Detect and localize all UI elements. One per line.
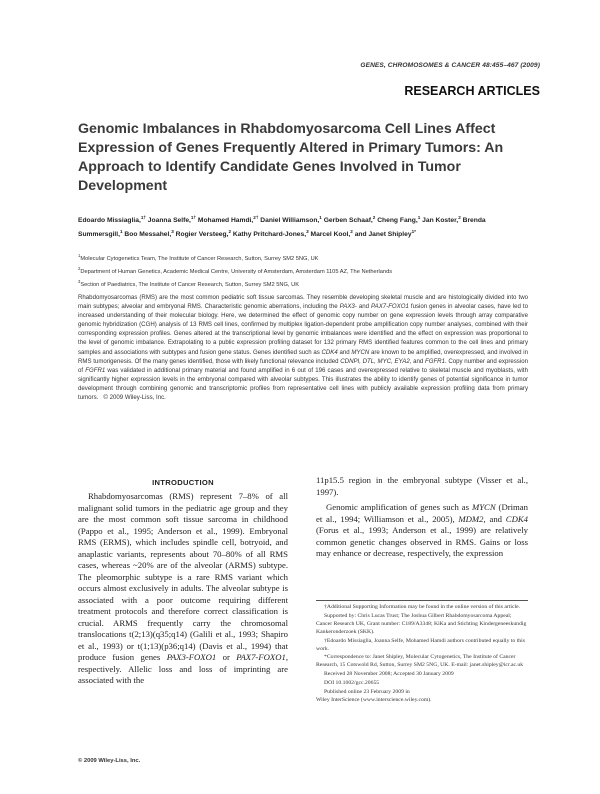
section-label: RESEARCH ARTICLES	[404, 84, 540, 98]
author: Jan Koster,$^2$	[422, 215, 461, 225]
abstract: Rhabdomyosarcomas (RMS) are the most common pediatric soft tissue sarcomas. They resemble developing skeletal muscle and are histologically divided into two main subtypes; alveolar and embryonal RMS. Characteristic genomic aberrations, including the PAX3- and PAX7-FOXO1 fusion genes in alveolar cases, have led to increased understanding of their molecular biology. Here, we determined the effect of genomic copy number on gene expression levels through array comparative genomic hybridization (CGH) analysis of 13 RMS cell lines, confirmed by multiplex ligation-dependent probe amplification copy number analyses, combined with their corresponding expression profiles. Genes altered at the transcriptional level by genomic imbalances were identified and the effect on expression was proportional to the level of genomic imbalance. Extrapolating to a public expression profiling dataset for 132 primary RMS identified features common to the cell lines and primary samples and associations with subtypes and fusion gene status. Genes identified such as CDK4 and MYCN are known to be amplified, overexpressed, and involved in RMS tumorigenesis. Of the many genes identified, those with likely functional relevance included CDNPI, DTL, MYC, EYA2, and FGFR1. Copy number and expression of FGFR1 was validated in additional primary material and found amplified in 6 out of 196 cases and overexpressed relative to skeletal muscle and myoblasts, with significantly higher expression levels in the embryonal compared with alveolar subtypes. This illustrates the ability to identify genes of potential significance in tumor development through combining genomic and transcriptomic profiles from representative cell lines with publicly available expression profiling data from primary tumors. © 2009 Wiley-Liss, Inc.	[78, 294, 529, 402]
author: Gerben Schaaf,$^2$	[323, 215, 376, 225]
author: Edoardo Missiaglia,$^{1\dagger}$	[78, 215, 146, 225]
abstract-copyright: © 2009 Wiley-Liss, Inc.	[103, 394, 166, 402]
author: Boo Messahel,$^3$	[124, 228, 174, 238]
footnote-received: Received 28 November 2008; Accepted 30 January 2009	[324, 671, 454, 678]
introduction-continued: 11p15.5 region in the embryonal subtype (Visser et al., 1997). Genomic amplification of genes such as MYCN (Driman et al., 1994; Williamson et al., 2005), MDM2, and CDK4 (Forus et al., 1993; Anderson et al., 1999) are relatively common genetic changes observed in RMS. Gains or loss may enhance or decrease, respectively, the expression	[316, 475, 528, 558]
author: Marcel Kool,$^2$	[310, 228, 353, 238]
author: Joanna Selfe,$^{1\dagger}$	[147, 215, 197, 225]
footnote-correspondence: *Correspondence to: Janet Shipley, Molecular Cytogenetics, The Institute of Cancer Research, 15 Cotswold Rd, Sutton, Surrey SM2 5NG, UK. E-mail: janet.shipley@icr.ac.uk	[316, 654, 524, 669]
footnote-equal-contribution: †Edoardo Missiaglia, Joanna Selfe, Mohamed Hamdi authors contributed equally to this work.	[316, 637, 525, 652]
footnote-funding: Supported by: Chris Lucas Trust; The Joshua Gilbert Rhabdomyosarcoma Appeal; Cancer Research UK, Grant number: C189/A3348; KiKa and Stichting Kindergeneeskundig Kankeronderzoek (SKK).	[316, 612, 527, 635]
author-list	[78, 213, 528, 240]
footnote-published: Published online 23 February 2009 in	[324, 688, 410, 695]
introduction-heading: INTRODUCTION	[152, 478, 214, 487]
author: Brenda Summersgill,$^1$	[78, 217, 486, 238]
journal-citation: GENES, CHROMOSOMES & CANCER 48:455–467 (2009)	[360, 62, 540, 69]
footnotes	[316, 603, 528, 704]
introduction-paragraph-2: Genomic amplification of genes such as MYCN (Driman et al., 1994; Williamson et al., 2005), MDM2, and CDK4 (Forus et al., 1993; Anderson et al., 1999) are relatively common genetic changes observed in RMS. Gains or loss may enhance or decrease, respectively, the expression	[316, 502, 528, 558]
footnote-published-venue: Wiley InterScience (www.interscience.wiley.com).	[316, 697, 432, 704]
author: Daniel Williamson,$^1$	[260, 215, 322, 225]
article-title: Genomic Imbalances in Rhabdomyosarcoma Cell Lines Affect Expression of Genes Frequently Altered in Primary Tumors: An Approach to Identify Candidate Genes Involved in Tumor Development	[78, 121, 504, 194]
author: Mohamed Hamdi,$^{2\dagger}$	[197, 215, 259, 225]
footnote-divider	[316, 600, 528, 601]
author: and Janet Shipley$^{1*}$	[354, 228, 416, 238]
affiliations	[78, 251, 528, 290]
affiliation: $^2$Department of Human Genetics, Academic Medical Centre, University of Amsterdam, Amsterdam 1105 AZ, The Netherlands	[78, 265, 393, 275]
footnote-supporting-info: †Additional Supporting Information may be found in the online version of this article.	[324, 604, 521, 610]
author: Kathy Pritchard-Jones,$^3$	[232, 228, 309, 238]
footnote-doi: DOI 10.1002/gcc.20655	[324, 679, 380, 686]
introduction-paragraph: Rhabdomyosarcomas (RMS) represent 7–8% of all malignant solid tumors in the pediatric age group and they are the most common soft tissue sarcoma in childhood (Pappo et al., 1995; Anderson et al., 1999). Embryonal RMS (ERMS), which includes spindle cell, botryoid, and anaplastic variants, represents about 70–80% of all RMS cases, whereas ~20% are of the alveolar (ARMS) subtype. The pleomorphic subtype is a rare RMS variant which occurs almost exclusively in adults. The alveolar subtype is associated with a poor outcome requiring different treatment protocols and therefore correct classification is crucial. ARMS frequently carry the chromosomal translocations t(2;13)(q35;q14) (Galili et al., 1993; Shapiro et al., 1993) or t(1;13)(p36;q14) (Davis et al., 1994) that produce fusion genes PAX3-FOXO1 or PAX7-FOXO1, respectively. Allelic loss and loss of imprinting are associated with the	[78, 491, 288, 685]
author: Rogier Versteeg,$^2$	[175, 228, 232, 238]
author: Cheng Fang,$^1$	[377, 215, 421, 225]
affiliation: $^1$Molecular Cytogenetics Team, The Institute of Cancer Research, Sutton, Surrey SM2 5NG, UK	[78, 253, 319, 262]
affiliation: $^3$Section of Paediatrics, The Institute of Cancer Research, Sutton, Surrey SM2 5NG, UK	[78, 278, 299, 288]
page-footer-copyright: © 2009 Wiley-Liss, Inc.	[78, 758, 141, 764]
